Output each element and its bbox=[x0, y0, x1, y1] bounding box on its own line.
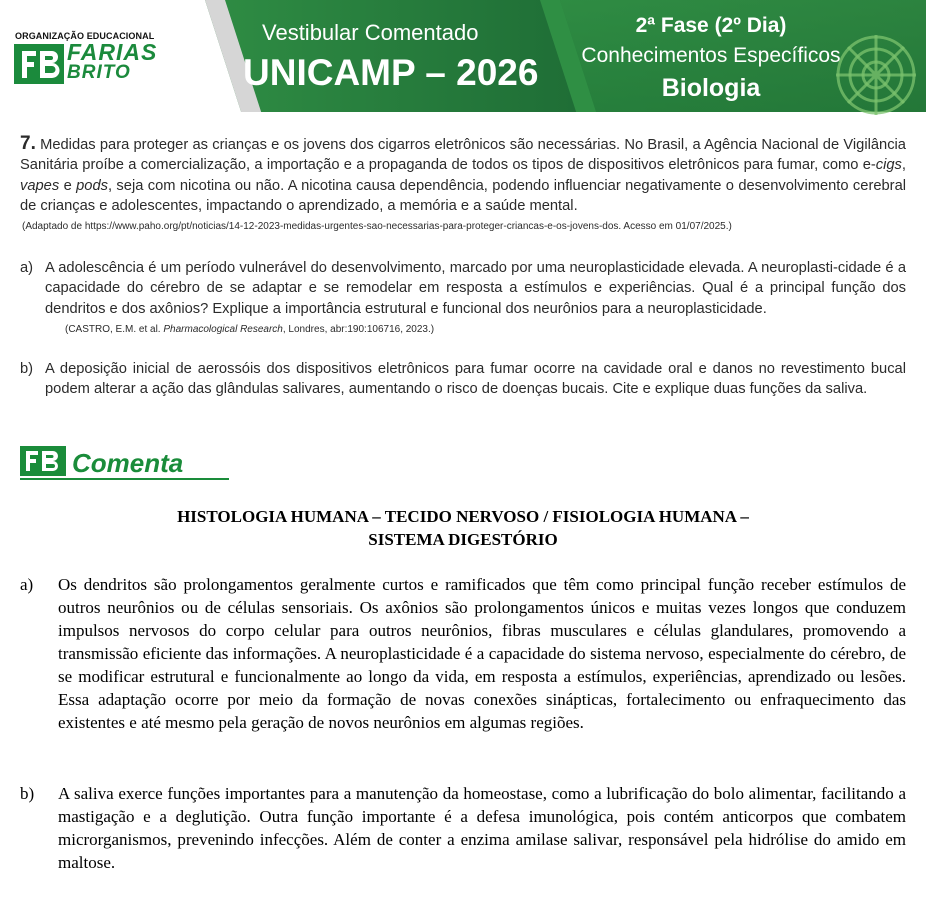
page-header bbox=[0, 0, 926, 124]
comenta-title: Comenta bbox=[72, 448, 184, 478]
topic-heading-line-1: HISTOLOGIA HUMANA – TECIDO NERVOSO / FISIOLOGIA HUMANA – bbox=[177, 507, 749, 526]
question-source: (Adaptado de https://www.paho.org/pt/noticias/14-12-2023-medidas-urgentes-sao-necessarias-para-proteger-criancas-e-os-jovens-dos. Acesso em 01/07/2025.) bbox=[22, 221, 732, 232]
comenta-underline bbox=[20, 478, 229, 480]
org-label: ORGANIZAÇÃO EDUCACIONAL bbox=[15, 31, 155, 41]
item-text: A adolescência é um período vulnerável do desenvolvimento, marcado por uma neuroplasticidade elevada. A neuroplasti-cidade é a capacidade do cérebro de se adaptar e se remodelar em resposta a estímulos e experiências. Qual é a principal função dos dendritos e dos axônios? Explique a importância estrutural e funcional dos neurônios para a neuroplasticidade. bbox=[45, 260, 906, 317]
fb-comenta-icon bbox=[20, 446, 66, 476]
item-label: b) bbox=[20, 361, 34, 377]
exam-phase: 2ª Fase (2º Dia) bbox=[635, 14, 787, 37]
topic-heading-line-2: SISTEMA DIGESTÓRIO bbox=[368, 530, 558, 549]
question-number: 7. bbox=[20, 133, 36, 154]
header-subtitle: Vestibular Comentado bbox=[262, 20, 479, 45]
answer-text: A saliva exerce funções importantes para a manutenção da homeostase, como a lubrificação do bolo alimentar, facilitando a mastigação e a deglutição. Outra função importante é a defesa imunológica, pois contém anticorpos que combatem microrganismos, prevenindo infecções. Além de conter a enzima amilase salivar, responsável pela hidrólise do amido em maltose. bbox=[58, 784, 906, 872]
item-reference: (CASTRO, E.M. et al. Pharmacological Research, Londres, abr:190:106716, 2023.) bbox=[65, 324, 435, 335]
exam-area: Conhecimentos Específicos bbox=[581, 44, 841, 67]
exam-subject: Biologia bbox=[661, 74, 761, 102]
item-text: A deposição inicial de aerossóis dos dispositivos eletrônicos para fumar ocorre na cavidade oral e danos no revestimento bucal podem alterar a ação das glândulas salivares, aumentando o risco de doenças bucais. Cite e explique duas funções da saliva. bbox=[45, 361, 906, 398]
logo-word-brito: BRITO bbox=[67, 62, 131, 83]
logo-word-farias: FARIAS bbox=[67, 39, 158, 65]
question-stem: 7. Medidas para proteger as crianças e os jovens dos cigarros eletrônicos são necessárias. No Brasil, a Agência Nacional de Vigilância Sanitária proíbe a comercialização, a importação e a propaganda de todos os tipos de dispositivos eletrônicos para fumar, como e-cigs, vapes e pods, seja com nicotina ou não. A nicotina causa dependência, podendo influenciar negativamente o desenvolvimento cerebral de crianças e adolescentes, impactando o aprendizado, a memória e a saúde mental. bbox=[20, 133, 906, 214]
fb-logo-icon bbox=[14, 44, 64, 84]
university-seal-icon bbox=[828, 30, 926, 120]
answer-label: b) bbox=[20, 784, 35, 803]
item-label: a) bbox=[20, 260, 34, 276]
exam-title: UNICAMP – 2026 bbox=[243, 52, 539, 93]
answer-text: Os dendritos são prolongamentos geralmente curtos e ramificados que têm como principal função receber estímulos de outros neurônios ou de células sensoriais. Os axônios são prolongamentos únicos e muitas vezes longos que conduzem impulsos nervosos do corpo celular para outros neurônios, fibras musculares e células glandulares, promovendo a transmissão eficiente das informações. A neuroplasticidade é a capacidade do sistema nervoso, especialmente do cérebro, de se modificar estrutural e funcionalmente ao longo da vida, em resposta a estímulos, experiências, aprendizado ou lesões. Essa adaptação ocorre por meio da formação de novas conexões sinápticas, fortalecimento ou enfraquecimento das existentes e até mesmo pela geração de novos neurônios em algumas regiões. bbox=[58, 575, 906, 732]
answer-label: a) bbox=[20, 575, 34, 594]
